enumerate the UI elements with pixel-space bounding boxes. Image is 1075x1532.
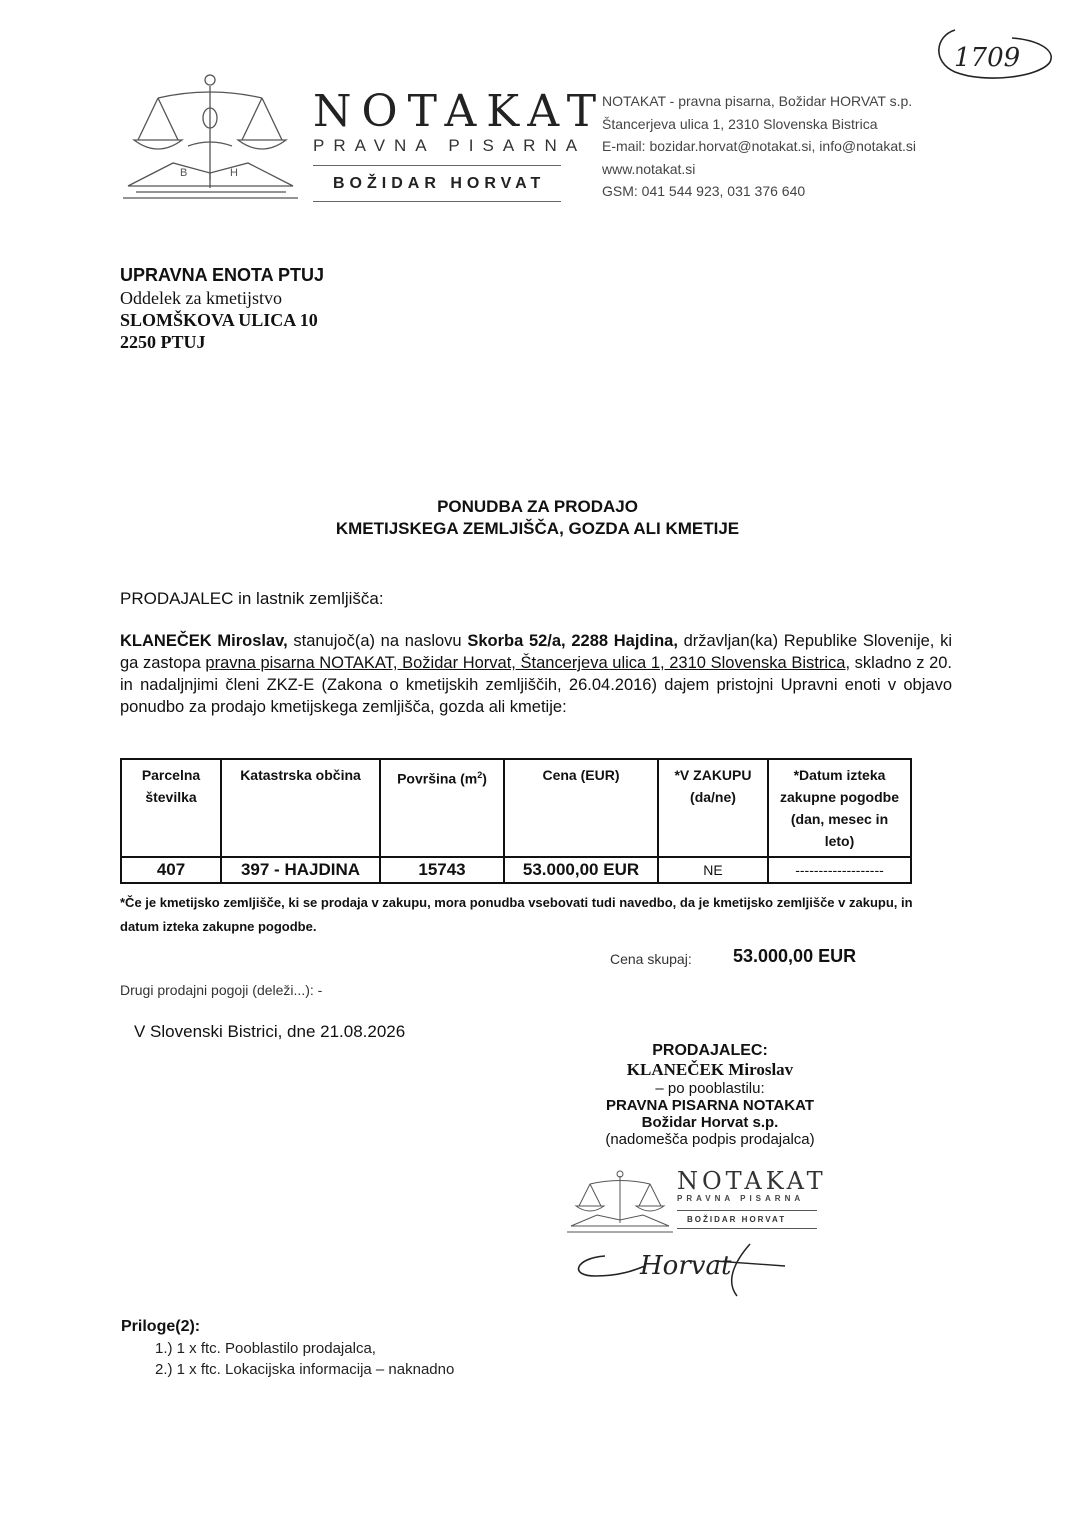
signature-representative: Božidar Horvat s.p. (641, 1114, 779, 1131)
header-text: *Datum izteka (793, 767, 886, 783)
table-header-row (121, 759, 911, 857)
lease-note: *Če je kmetijsko zemljišče, ki se prodaja v zakupu, mora ponudba vsebovati tudi navedbo, da je kmetijsko zemljišče v zakupu, in datum izteka zakupne pogodbe. (120, 895, 913, 934)
contact-phone: GSM: 041 544 923, 031 376 640 (602, 183, 806, 199)
handwritten-signature (565, 1236, 795, 1306)
header-expiry (768, 759, 911, 857)
header-text: 2 (477, 770, 483, 780)
cell-lease: NE (658, 857, 768, 883)
svg-text:H: H (230, 167, 238, 179)
parcel-table (120, 758, 912, 884)
agent-name: pravna pisarna NOTAKAT, Božidar Horvat, Štancerjeva ulica 1, 2310 Slovenska Bistrica, (205, 654, 851, 672)
recipient-department: Oddelek za kmetijstvo (120, 288, 282, 308)
document-number-stamp (930, 22, 1055, 87)
signature-block (560, 1042, 860, 1148)
stamp-divider (677, 1210, 817, 1211)
header-area (380, 759, 504, 857)
attachments-heading: Priloge(2): (121, 1318, 201, 1335)
cell-price: 53.000,00 EUR (504, 857, 658, 883)
seller-address: Skorba 52/a, 2288 Hajdina, (467, 632, 678, 650)
header-text: *V ZAKUPU (674, 767, 752, 783)
other-terms: Drugi prodajni pogoji (deleži...): - (120, 982, 323, 998)
header-divider (313, 165, 561, 166)
cell-parcel: 407 (121, 857, 221, 883)
recipient-city: 2250 PTUJ (120, 332, 206, 352)
contact-line: Štancerjeva ulica 1, 2310 Slovenska Bistrica (602, 115, 878, 132)
brand-title: NOTAKAT (313, 86, 607, 137)
seller-name: KLANEČEK Miroslav, (120, 632, 288, 650)
stamp-divider (677, 1228, 817, 1229)
header-text: številka (145, 789, 197, 805)
document-title-line2: KMETIJSKEGA ZEMLJIŠČA, GOZDA ALI KMETIJE (335, 519, 740, 538)
recipient-address (120, 265, 324, 353)
contact-email: E-mail: bozidar.horvat@notakat.si, info@notakat.si (602, 138, 917, 154)
header-divider (313, 201, 561, 202)
contact-line: NOTAKAT - pravna pisarna, Božidar HORVAT s.p. (602, 93, 913, 109)
table-row (121, 857, 911, 883)
signature-proxy: – po pooblastilu: (655, 1080, 765, 1097)
seller-heading: PRODAJALEC in lastnik zemljišča: (120, 589, 384, 608)
header-text: (da/ne) (690, 789, 736, 805)
offer-paragraph (120, 630, 952, 718)
document-number: 1709 (954, 43, 1021, 73)
paragraph-text: državljan(ka) Republike Slovenije, ki ga zastopa (120, 632, 952, 672)
attachment-item: 1.) 1 x ftc. Pooblastilo prodajalca, (155, 1340, 376, 1357)
stamp-subtitle: PRAVNA PISARNA (677, 1194, 805, 1203)
place-date: V Slovenski Bistrici, dne 21.08.2026 (134, 1022, 406, 1041)
cell-expiry: ------------------- (768, 857, 911, 883)
stamp-owner: BOŽIDAR HORVAT (687, 1215, 787, 1224)
signature-firm: PRAVNA PISARNA NOTAKAT (605, 1097, 815, 1114)
brand-owner: BOŽIDAR HORVAT (333, 175, 546, 192)
header-text: zakupne pogodbe (780, 789, 899, 805)
signature-seller-name: KLANEČEK Miroslav (626, 1060, 794, 1079)
header-text: (dan, mesec in leto) (790, 811, 889, 849)
stamp-title: NOTAKAT (677, 1167, 827, 1195)
scales-of-justice-logo-icon (118, 68, 303, 213)
header-lease (658, 759, 768, 857)
header-parcel (121, 759, 221, 857)
header-cadastral: Katastrska občina (221, 759, 380, 857)
contact-website: www.notakat.si (602, 160, 696, 177)
recipient-street: SLOMŠKOVA ULICA 10 (120, 310, 318, 330)
paragraph-text: skladno z 20. in nadaljnjimi členi ZKZ-E (Zakona o kmetijskih zemljiščih, 26.04.2016) dajem pristojni Upravni enoti v objavo ponudbo za prodajo kmetijskega zemljišča, gozda ali kmetije: (120, 654, 953, 716)
svg-text:B: B (180, 167, 188, 179)
attachment-item: 2.) 1 x ftc. Lokacijska informacija – naknadno (155, 1361, 455, 1378)
signature-script: Horvat (640, 1251, 732, 1281)
signature-role: PRODAJALEC: (652, 1042, 768, 1059)
header-price: Cena (EUR) (504, 759, 658, 857)
signature-note: (nadomešča podpis prodajalca) (605, 1131, 815, 1148)
cell-cadastral: 397 - HAJDINA (221, 857, 380, 883)
brand-subtitle: PRAVNA PISARNA (313, 136, 587, 155)
total-value: 53.000,00 EUR (733, 946, 857, 966)
cell-area: 15743 (380, 857, 504, 883)
paragraph-text: stanujoč(a) na naslovu (287, 632, 468, 650)
header-text: Parcelna (141, 767, 201, 783)
header-text: Površina (m (397, 770, 478, 787)
stamp-logo-icon (565, 1168, 675, 1243)
recipient-name: UPRAVNA ENOTA PTUJ (120, 265, 325, 285)
total-label: Cena skupaj: (610, 951, 692, 967)
document-title-line1: PONUDBA ZA PRODAJO (437, 497, 638, 516)
contact-block (602, 90, 916, 203)
header-text: ) (482, 770, 487, 787)
